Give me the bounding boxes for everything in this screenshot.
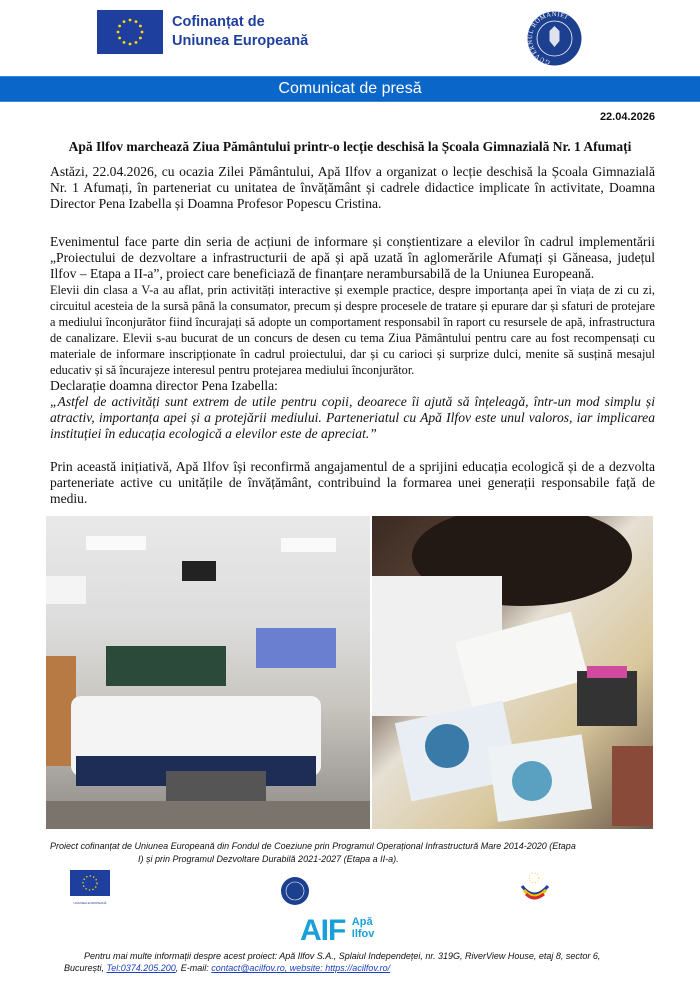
eu-flag-logo <box>97 10 163 54</box>
release-date: 22.04.2026 <box>599 111 655 123</box>
director-quote: „Astfel de activități sunt extrem de utile pentru copii, deoarece îi ajută să înțeleagă, într-un mod simplu și atractiv, importanța apei și a protejării mediului. Parteneriatul cu Apă Ilfov este unul valoros, iar implicarea instituției în educația ecologică a elevilor este de apreciat.” <box>50 394 655 441</box>
funding-caption: Proiect cofinanțat de Uniunea Europeană din Fondul de Coeziune prin Programul Operațional Infrastructură Mare 2014-2020 (Etapa I) și prin Programul Dezvoltare Durabilă 2021-2027 (Etapa a II-a). <box>50 841 576 864</box>
paragraph-activities: Elevii din clasa a V-a au aflat, prin activități interactive și exemple practice, despre importanța apei în viața de zi cu zi, circuitul acesteia de la sursă până la consumator, precum și despre procesele de tratare și epurare dar și sfaturi de protejare a mediului înconjurător fiind încurajați să adopte un comportament responsabil în raport cu resursele de apă, infrastructura de canalizare. Elevii s-au bucurat de un concurs de desen cu tema Ziua Pământului pentru care au fost recompensați cu materiale de informare inscripționate în cadrul proiectului, dar și cu carioci și surprize dulci, menite să susțină mesajul educativ și să încurajeze interesul pentru protejarea mediului înconjurător. <box>50 283 655 377</box>
article-body <box>50 164 655 507</box>
page-title: Apă Ilfov marchează Ziua Pământului printr-o lecție deschisă la Școala Gimnazială Nr. 1 Afumați <box>68 139 632 154</box>
press-release-banner: Comunicat de presă <box>0 76 700 102</box>
paragraph-intro: Astăzi, 22.04.2026, cu ocazia Zilei Pământului, Apă Ilfov a organizat o lecție deschisă la Școala Gimnazială Nr. 1 Afumați, în parteneriat cu unitatea de învățământ și cadrele didactice implicate în activitate, Doamna Director Pena Izabella și Doamna Profesor Popescu Cristina. <box>50 164 655 211</box>
paragraph-conclusion: Prin această inițiativă, Apă Ilfov își reconfirmă angajamentul de a sprijini educația ecologică și de a dezvolta parteneriate active cu unitățile de învățământ, contribuind la formarea unei generații responsabile față de mediu. <box>50 459 655 506</box>
email-link[interactable]: contact@acilfov.ro <box>211 963 285 973</box>
paragraph-project: Evenimentul face parte din seria de acțiuni de informare și conștientizare a elevilor în cadrul implementării „Proiectului de dezvoltare a infrastructurii de apă și apă uzată în aglomerările Afumați și Găneasa, județul Ilfov – Etapa a II-a”, proiect care beneficiază de finanțare nerambursabilă de la Uniunea Europeană. <box>50 234 655 281</box>
students-drawing-photo <box>372 516 653 829</box>
classroom-group-photo <box>46 516 370 829</box>
cofinantat-label: Cofinanțat de Uniunea Europeană <box>172 14 309 49</box>
government-seal-logo <box>527 11 582 66</box>
apa-ilfov-logo: AIF Apă Ilfov <box>300 914 375 947</box>
gov-small-logo <box>280 876 310 911</box>
declaration-heading: Declarație doamna director Pena Izabella: <box>50 378 278 393</box>
phone-link[interactable]: Tel:0374.205.200 <box>106 963 176 973</box>
website-link[interactable]: , website: https://acilfov.ro/ <box>284 963 391 973</box>
gov-seal-text: GUVERNUL ROMÂNIEI <box>527 11 569 66</box>
operational-program-logo <box>516 872 552 909</box>
eu-small-logo: UNIUNEA EUROPEANĂ <box>70 870 110 900</box>
contact-info: Pentru mai multe informații despre acest proiect: Apă Ilfov S.A., Splaiul Independeței, nr. 319G, RiverView House, etaj 8, sector 6, București, Tel:0374.205.200, E-mail: contact@acilfov.ro, website: https://acilfov.ro/ <box>64 951 601 973</box>
